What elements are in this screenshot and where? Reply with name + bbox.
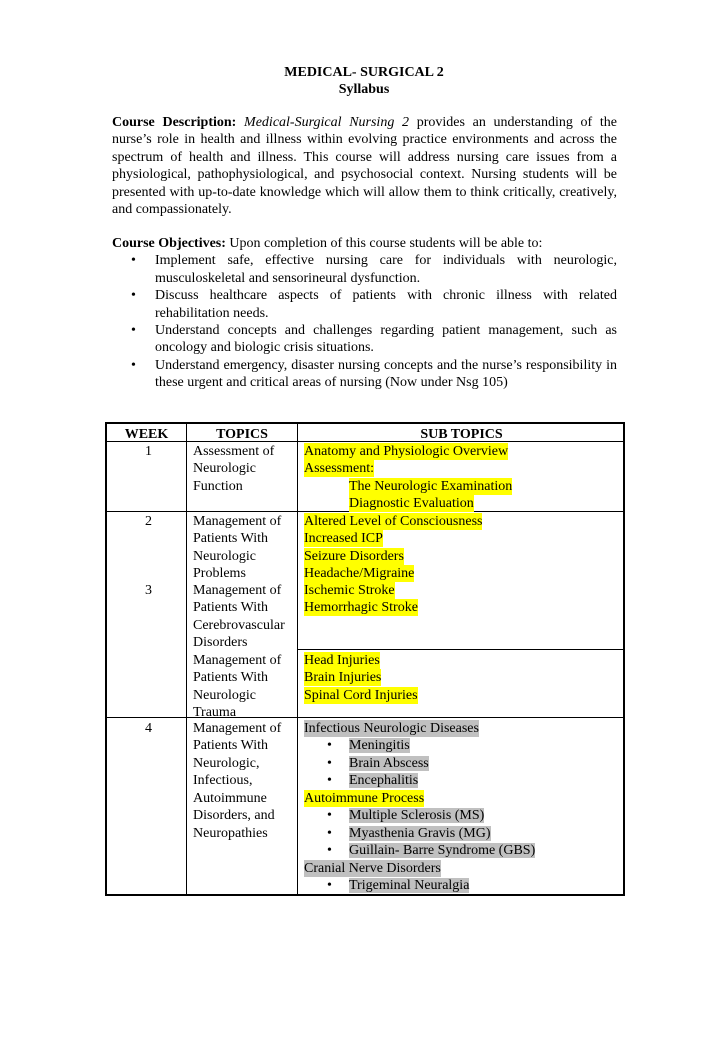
- subtopic-bullet-item: [327, 877, 469, 894]
- topic-line: Patients With: [193, 531, 269, 546]
- objectives-heading: [112, 235, 617, 252]
- objective-item: [112, 252, 617, 287]
- bullet-icon: •: [131, 323, 136, 339]
- topic-line: Autoimmune: [193, 791, 267, 806]
- bullet-icon: •: [131, 288, 136, 304]
- topic-line: Management of: [193, 514, 282, 529]
- bullet-icon: •: [327, 773, 332, 788]
- topic-line: Disorders: [193, 635, 248, 650]
- subtopic: Anatomy and Physiologic Overview: [304, 444, 509, 459]
- topic-line: Patients With: [193, 738, 269, 753]
- subtopic: Assessment:: [304, 461, 374, 476]
- subtopic: Headache/Migraine: [304, 566, 415, 581]
- topics-table: [105, 422, 625, 896]
- document-subtitle: Syllabus: [338, 82, 390, 97]
- objective-item: [112, 287, 617, 322]
- subtopic-bullet-item: [327, 825, 491, 842]
- subtopic: Brain Abscess: [349, 756, 429, 771]
- column-divider: [297, 424, 298, 894]
- objective-item: [112, 357, 617, 392]
- subtopic: Trigeminal Neuralgia: [349, 878, 470, 893]
- subtopic: Brain Injuries: [304, 670, 382, 685]
- document-title: MEDICAL- SURGICAL 2: [284, 65, 444, 80]
- topic-line: Assessment of: [193, 444, 275, 459]
- week-number: 2: [145, 514, 152, 529]
- week-number: 3: [145, 583, 152, 598]
- subtopic: Altered Level of Consciousness: [304, 514, 483, 529]
- subtopic: Myasthenia Gravis (MG): [349, 826, 491, 841]
- course-description-label: Course Description:: [112, 115, 237, 130]
- course-objectives: [112, 235, 617, 392]
- subtopic-bullet-item: [327, 737, 410, 754]
- topic-line: Management of: [193, 583, 282, 598]
- objectives-label: Course Objectives:: [112, 236, 226, 251]
- subtopic: Guillain- Barre Syndrome (GBS): [349, 843, 536, 858]
- course-description-text: provides an understanding of the nurse’s role in health and illness within evolving practice environments and across the spectrum of health and illness. This course will address nursing care issues from a physiological, pathophysiological, and psychosocial context. Nursing students will be presented with up-to-date knowledge which will allow them to think critically, creatively, and compassionately.: [112, 115, 617, 218]
- objectives-intro: Upon completion of this course students will be able to:: [225, 236, 543, 251]
- topic-line: Neurologic: [193, 461, 256, 476]
- bullet-icon: •: [327, 756, 332, 771]
- header-week: WEEK: [124, 427, 169, 442]
- topic-line: Infectious,: [193, 773, 253, 788]
- bullet-icon: •: [327, 826, 332, 841]
- objective-text: Implement safe, effective nursing care for individuals with neurologic, musculoskeletal and sensorineural dysfunction.: [155, 253, 617, 286]
- objective-item: [112, 322, 617, 357]
- subtopic: Hemorrhagic Stroke: [304, 600, 418, 615]
- subtopic: Ischemic Stroke: [304, 583, 395, 598]
- subtopic-category: Cranial Nerve Disorders: [304, 861, 441, 876]
- bullet-icon: •: [327, 738, 332, 753]
- topic-line: Cerebrovascular: [193, 618, 285, 633]
- subtopic: Head Injuries: [304, 653, 380, 668]
- bullet-icon: •: [327, 843, 332, 858]
- subtopic: Multiple Sclerosis (MS): [349, 808, 485, 823]
- subtopic: Meningitis: [349, 738, 410, 753]
- subtopic-bullet-item: [327, 772, 418, 789]
- topic-line: Problems: [193, 566, 246, 581]
- topic-line: Neurologic: [193, 549, 256, 564]
- week-number: 1: [145, 444, 152, 459]
- column-divider: [186, 424, 187, 894]
- objective-text: Understand concepts and challenges regarding patient management, such as oncology and biologic crisis situations.: [155, 323, 617, 356]
- topic-line: Function: [193, 479, 243, 494]
- course-name: Medical-Surgical Nursing 2: [244, 115, 410, 130]
- objective-text: Understand emergency, disaster nursing concepts and the nurse’s responsibility in these urgent and critical areas of nursing (Now under Nsg 105): [155, 357, 617, 391]
- subtopic-bullet-item: [327, 755, 429, 772]
- bullet-icon: •: [131, 253, 136, 269]
- course-description: [112, 114, 617, 218]
- header-subtopics: SUB TOPICS: [420, 427, 503, 442]
- topic-line: Neurologic,: [193, 756, 260, 771]
- bullet-icon: •: [327, 808, 332, 823]
- subtopic-bullet-item: [327, 807, 484, 824]
- subtopic-bullet-item: [327, 842, 535, 859]
- subtopic: The Neurologic Examination: [349, 479, 513, 494]
- subtopic-category: Infectious Neurologic Diseases: [304, 721, 479, 736]
- row-divider: [107, 717, 623, 718]
- week-number: 4: [145, 721, 152, 736]
- subtopic: Seizure Disorders: [304, 549, 404, 564]
- objective-text: Discuss healthcare aspects of patients with chronic illness with related rehabilitation needs.: [155, 288, 617, 321]
- subtopic-category: Autoimmune Process: [304, 791, 425, 806]
- subtopic: Diagnostic Evaluation: [349, 496, 474, 511]
- topic-line: Patients With: [193, 670, 269, 685]
- topic-line: Trauma: [193, 705, 237, 720]
- subtopic: Increased ICP: [304, 531, 383, 546]
- subtopic: Spinal Cord Injuries: [304, 688, 418, 703]
- topic-line: Management of: [193, 721, 282, 736]
- bullet-icon: •: [327, 878, 332, 893]
- row-divider: [297, 649, 623, 650]
- subtopic: Encephalitis: [349, 773, 419, 788]
- bullet-icon: •: [131, 357, 136, 373]
- header-topics: TOPICS: [216, 427, 268, 442]
- objectives-list: [112, 252, 617, 391]
- topic-line: Management of: [193, 653, 282, 668]
- topic-line: Disorders, and: [193, 808, 275, 823]
- topic-line: Neuropathies: [193, 826, 268, 841]
- topic-line: Neurologic: [193, 688, 256, 703]
- topic-line: Patients With: [193, 600, 269, 615]
